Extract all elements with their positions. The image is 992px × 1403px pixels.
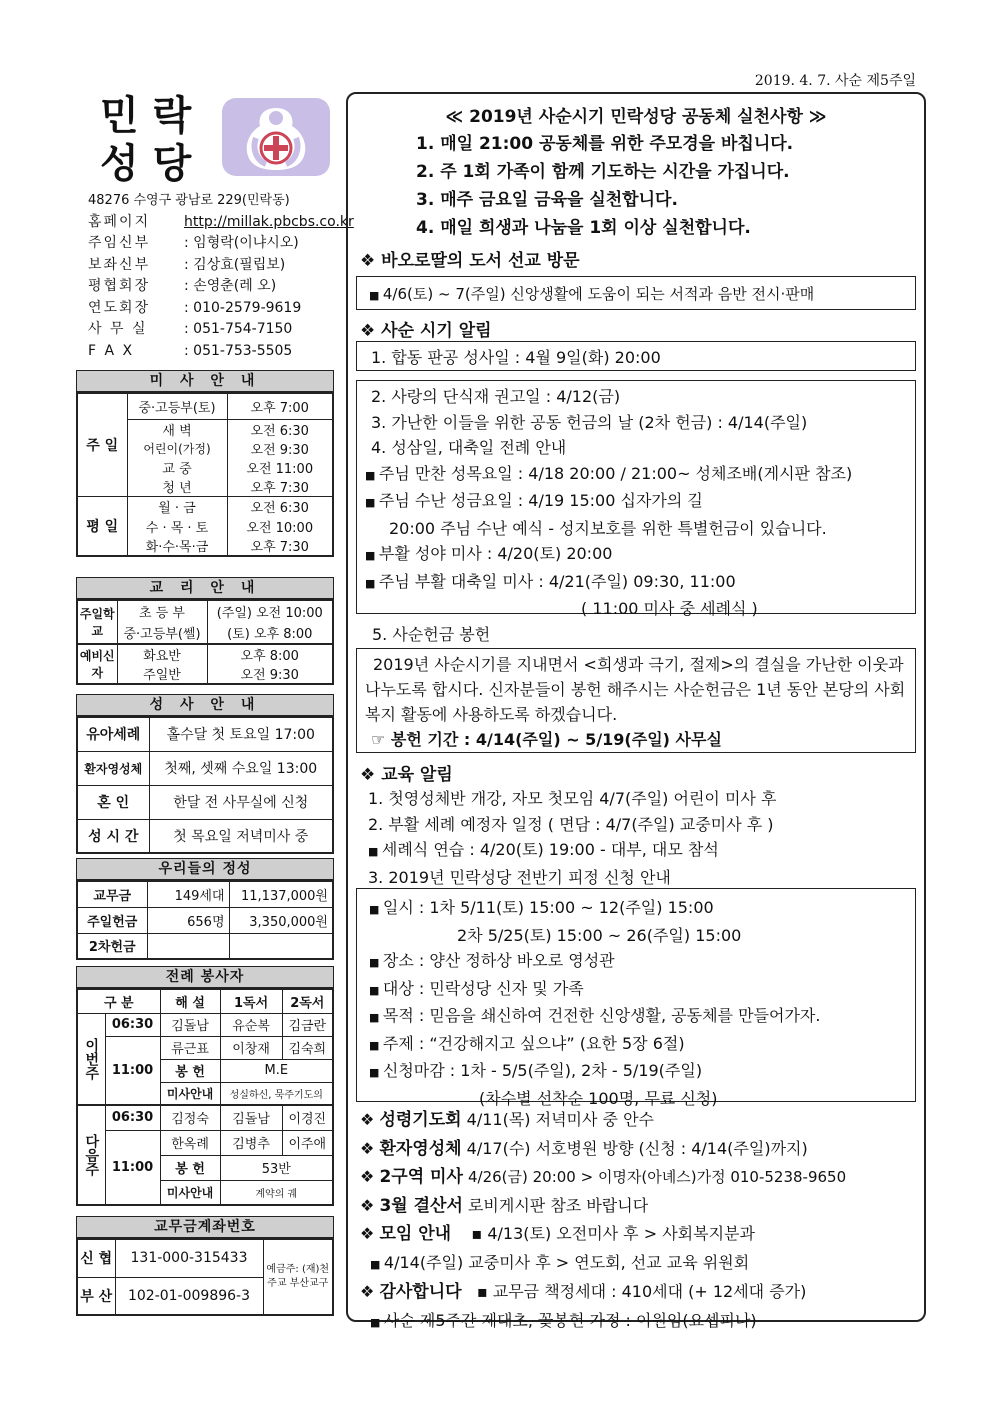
doctrine-schedule	[76, 577, 334, 685]
education-section-title: ❖ 교육 알림	[360, 765, 453, 785]
liturgy-header: 전례 봉사자	[76, 966, 334, 988]
liturgy-table: 구 분 해 설 1독서 2독서 이번주 06:30 김돌남 유순복 김금란 11:00 류근표 이창재 김숙희 봉 헌 M.E 미사안내 성실하신, 묵주기도의 다음주 06:30 김정숙 김돌남 이경진 11:00 한옥례 김병추 이주애 봉 헌 53반 미사안내 계약의 궤	[76, 988, 334, 1206]
square-bullet-icon: ■	[370, 1257, 384, 1271]
square-bullet-icon: ■	[368, 845, 382, 858]
lent-box-1: 1. 합동 판공 성사일 : 4월 9일(화) 20:00	[356, 341, 916, 371]
retreat-box: ■ 일시 : 1차 5/11(토) 15:00 ~ 12(주일) 15:00 2차 5/25(토) 15:00 ~ 26(주일) 15:00 ■ 장소 : 양산 정하상 바오로 영성관 ■ 대상 : 민락성당 신자 및 가족 ■ 목적 : 믿음을 쇄신하여 건전한 신앙생활, 공동체를 만들어가자. ■ 주제 : “건강해지고 싶으냐” (요한 5장 6절) ■ 신청마감 : 1차 - 5/5(주일), 2차 - 5/19(주일) (차수별 선착순 100명, 무료 신청)	[356, 888, 916, 1102]
notice-item: ■ 사순 제5주간 제대초, 꽃봉헌 가정 : 이원임(요셉피나)	[370, 1310, 757, 1330]
practice-item: 3. 매주 금요일 금육을 실천합니다.	[416, 190, 678, 210]
square-bullet-icon: ■	[365, 576, 379, 590]
square-bullet-icon: ■	[369, 1038, 383, 1052]
practice-item: 2. 주 1회 가족이 함께 기도하는 시간을 가집니다.	[416, 162, 790, 182]
sacrament-schedule	[76, 694, 334, 854]
next-week-label: 다음주	[77, 1105, 105, 1205]
square-bullet-icon: ■	[369, 289, 383, 302]
notice-item: ❖ 2구역 미사 4/26(금) 20:00 > 이명자(아녜스)가정 010-5238-9650	[360, 1167, 847, 1187]
notice-item: ❖ 환자영성체 4/17(수) 서호병원 방향 (신청 : 4/14(주일)까지)	[360, 1138, 808, 1159]
diamond-bullet-icon: ❖	[360, 1195, 380, 1215]
square-bullet-icon: ■	[365, 549, 379, 562]
info-row: 사 무 실 : 051-754-7150	[88, 321, 293, 337]
parish-name-line1: 민락	[100, 92, 206, 139]
info-row: 연도회장 : 010-2579-9619	[88, 299, 302, 316]
square-bullet-icon: ■	[369, 1011, 383, 1024]
offering-table: 교무금 149세대 11,137,000원 주일헌금 656명 3,350,000원 2차헌금	[76, 880, 334, 960]
account-holder: 예금주: (재)천주교 부산교구	[263, 1239, 333, 1315]
diamond-bullet-icon: ❖	[360, 1282, 380, 1301]
info-row: 평협회장 : 손영춘(레 오)	[88, 278, 277, 294]
square-bullet-icon: ■	[365, 496, 379, 509]
diamond-bullet-icon: ❖	[360, 765, 382, 785]
notice-item: ❖ 모임 안내 ▪ 4/13(토) 오전미사 후 > 사회복지분과	[360, 1224, 755, 1244]
parish-info	[88, 190, 354, 362]
notice-item: ❖ 감사합니다 ▪ 교무금 책정세대 : 410세대 (+ 12세대 증가)	[360, 1282, 807, 1302]
offering-header: 우리들의 정성	[76, 858, 334, 880]
account-info	[76, 1216, 334, 1316]
liturgy-servers	[76, 966, 334, 1206]
weekday-label: 평 일	[77, 497, 127, 556]
sacrament-table: 유아세례 홀수달 첫 토요일 17:00 환자영성체 첫째, 셋째 수요일 13:00 혼 인 한달 전 사무실에 신청 성 시 간 첫 목요일 저녁미사 중	[76, 716, 334, 854]
pauline-box: ■ 4/6(토) ~ 7(주일) 신앙생활에 도움이 되는 서적과 음반 전시·판매	[356, 276, 916, 310]
square-bullet-icon: ■	[369, 903, 383, 916]
practice-item: 1. 매일 21:00 공동체를 위한 주모경을 바칩니다.	[416, 134, 794, 154]
parish-logo-icon	[222, 98, 330, 176]
lent-offering-title: 5. 사순헌금 봉헌	[372, 625, 491, 644]
account-header: 교무금계좌번호	[76, 1216, 334, 1238]
info-row: F A X : 051-753-5505	[88, 342, 293, 359]
doctrine-header: 교 리 안 내	[76, 577, 334, 599]
address: 48276 수영구 광남로 229(민락동)	[88, 193, 290, 208]
diamond-bullet-icon: ❖	[360, 1167, 380, 1186]
diamond-bullet-icon: ❖	[360, 1224, 380, 1243]
notice-list	[360, 1106, 846, 1336]
pauline-section-title: ❖ 바오로딸의 도서 선교 방문	[360, 251, 580, 271]
pointing-hand-icon: ☞	[371, 730, 391, 749]
practice-item: 4. 매일 희생과 나눔을 1회 이상 실천합니다.	[416, 218, 751, 238]
education-items: 1. 첫영성체반 개강, 자모 첫모임 4/7(주일) 어린이 미사 후 2. 부활 세례 예정자 일정 ( 면담 : 4/7(주일) 교중미사 후 ) ■ 세례식 연습 : 4/20(토) 19:00 - 대부, 대모 참석 3. 2019년 민락성당 전반기 피정 신청 안내	[368, 789, 777, 887]
this-week-label: 이번주	[77, 1013, 105, 1105]
notice-item: ■ 4/14(주일) 교중미사 후 > 연도회, 선교 교육 위원회	[370, 1252, 750, 1272]
mass-schedule	[76, 370, 334, 557]
square-bullet-icon: ■	[369, 1066, 383, 1079]
doctrine-table: 주일학교 초 등 부 (주일) 오전 10:00 중·고등부(쎌) (토) 오후 8:00 예비신자 화요반 오후 8:00 주일반 오전 9:30	[76, 599, 334, 685]
mass-header: 미 사 안 내	[76, 370, 334, 392]
info-row: 보좌신부 : 김상효(필립보)	[88, 256, 286, 273]
lent-practice-title: ≪ 2019년 사순시기 민락성당 공동체 실천사항 ≫	[445, 107, 827, 127]
mass-table: 주 일 중·고등부(토) 오후 7:00 새 벽 오전 6:30 어린이(가정) 오전 9:30 교 중 오전 11:00 청 년 오후 7:30 평 일 월 · 금 오전 6:30 수 · 목 · 토 오전 10:00 화·수·목·금 오후 7:30	[76, 392, 334, 557]
lent-notice-title: ❖ 사순 시기 알림	[360, 321, 492, 341]
diamond-bullet-icon: ❖	[360, 321, 382, 341]
parish-name	[100, 92, 205, 188]
square-bullet-icon: ■	[370, 1315, 384, 1329]
square-bullet-icon: ■	[369, 983, 383, 997]
notice-item: ❖ 3월 결산서 로비게시판 참조 바랍니다	[360, 1195, 649, 1216]
lent-box-2: 2. 사랑의 단식재 권고일 : 4/12(금) 3. 가난한 이들을 위한 공동 헌금의 날 (2차 헌금) : 4/14(주일) 4. 성삼일, 대축일 전례 안내 ■ 주님 만찬 성목요일 : 4/18 20:00 / 21:00~ 성체조배(게시판 참조) ■ 주님 수난 성금요일 : 4/19 15:00 십자가의 길 20:00 주님 수난 예식 - 성지보호를 위한 특별헌금이 있습니다. ■ 부활 성야 미사 : 4/20(토) 20:00 ■ 주님 부활 대축일 미사 : 4/21(주일) 09:30, 11:00 ( 11:00 미사 중 세례식 )	[356, 380, 916, 614]
diamond-bullet-icon: ❖	[360, 251, 382, 271]
info-row: 주임신부 : 임형락(이냐시오)	[88, 235, 299, 251]
issue-date: 2019. 4. 7. 사순 제5주일	[754, 73, 916, 89]
sacrament-header: 성 사 안 내	[76, 694, 334, 716]
diamond-bullet-icon: ❖	[360, 1110, 380, 1129]
account-table: 신 협 131-000-315433 예금주: (재)천주교 부산교구 부 산 102-01-009896-3	[76, 1238, 334, 1316]
lent-practices	[416, 130, 793, 242]
homepage-row: 홈페이지 http://millak.pbcbs.co.kr	[88, 212, 354, 234]
lent-offering-box: 2019년 사순시기를 지내면서 <희생과 극기, 절제>의 결실을 가난한 이웃과 나누도록 합시다. 신자분들이 봉헌 해주시는 사순헌금은 1년 동안 본당의 사회 복지 활동에 사용하도록 하겠습니다. ☞ 봉헌 기간 : 4/14(주일) ~ 5/19(주일) 사무실	[356, 648, 916, 753]
diamond-bullet-icon: ❖	[360, 1138, 380, 1158]
offering-summary	[76, 858, 334, 960]
parish-name-line2: 성당	[100, 140, 206, 187]
sunday-label: 주 일	[77, 393, 127, 497]
square-bullet-icon: ■	[365, 468, 379, 482]
square-bullet-icon: ■	[369, 956, 383, 969]
notice-item: ❖ 성령기도회 4/11(목) 저녁미사 중 안수	[360, 1110, 654, 1130]
homepage-link[interactable]: http://millak.pbcbs.co.kr	[184, 213, 354, 230]
